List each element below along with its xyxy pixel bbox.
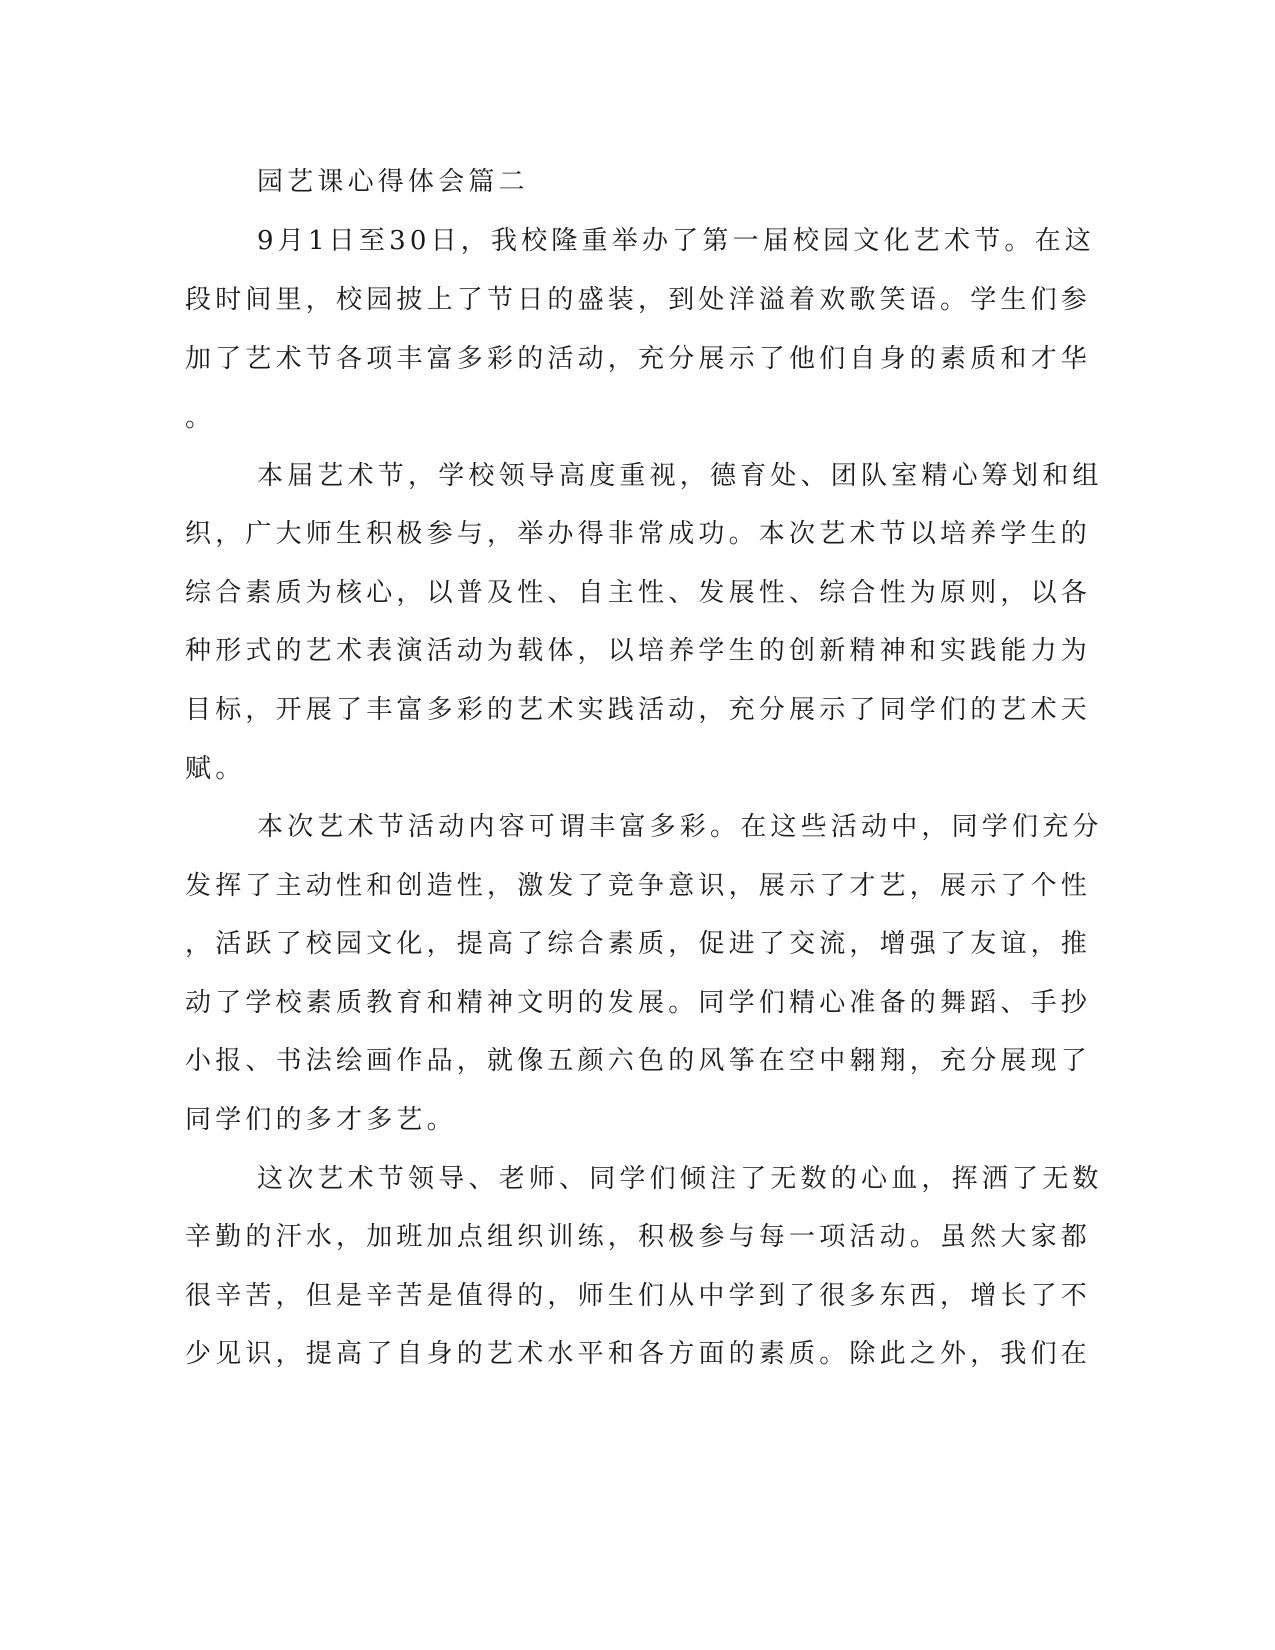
paragraph-2-line-1: 本届艺术节，学校领导高度重视，德育处、团队室精心筹划和组 (257, 461, 1103, 491)
paragraph-3-line-6: 同学们的多才多艺。 (185, 1105, 457, 1135)
document-heading: 园艺课心得体会篇二 (257, 167, 529, 197)
paragraph-1-line-2: 段时间里，校园披上了节日的盛装，到处洋溢着欢歌笑语。学生们参 (185, 285, 1092, 315)
paragraph-2-line-2: 织，广大师生积极参与，举办得非常成功。本次艺术节以培养学生的 (185, 519, 1092, 549)
paragraph-2-line-6: 赋。 (185, 754, 246, 784)
paragraph-3-line-2: 发挥了主动性和创造性，激发了竞争意识，展示了才艺，展示了个性 (185, 871, 1092, 901)
paragraph-4-line-3: 很辛苦，但是辛苦是值得的，师生们从中学到了很多东西，增长了不 (185, 1281, 1092, 1311)
paragraph-1-line-4: 。 (185, 403, 216, 433)
paragraph-2-line-3: 综合素质为核心，以普及性、自主性、发展性、综合性为原则，以各 (185, 578, 1092, 608)
paragraph-1-line-1: 9月1日至30日，我校隆重举办了第一届校园文化艺术节。在这 (257, 226, 1095, 256)
paragraph-4-line-4: 少见识，提高了自身的艺术水平和各方面的素质。除此之外，我们在 (185, 1339, 1092, 1369)
paragraph-2-line-4: 种形式的艺术表演活动为载体，以培养学生的创新精神和实践能力为 (185, 636, 1092, 666)
paragraph-1-line-3: 加了艺术节各项丰富多彩的活动，充分展示了他们自身的素质和才华 (185, 344, 1092, 374)
paragraph-3-line-5: 小报、书法绘画作品，就像五颜六色的风筝在空中翱翔，充分展现了 (185, 1046, 1092, 1076)
paragraph-3-line-4: 动了学校素质教育和精神文明的发展。同学们精心准备的舞蹈、手抄 (185, 988, 1092, 1018)
paragraph-2-line-5: 目标，开展了丰富多彩的艺术实践活动，充分展示了同学们的艺术天 (185, 695, 1092, 725)
paragraph-3-line-3: ，活跃了校园文化，提高了综合素质，促进了交流，增强了友谊，推 (185, 929, 1092, 959)
paragraph-4-line-2: 辛勤的汗水，加班加点组织训练，积极参与每一项活动。虽然大家都 (185, 1222, 1092, 1252)
paragraph-4-line-1: 这次艺术节领导、老师、同学们倾注了无数的心血，挥洒了无数 (257, 1164, 1103, 1194)
paragraph-3-line-1: 本次艺术节活动内容可谓丰富多彩。在这些活动中，同学们充分 (257, 812, 1103, 842)
